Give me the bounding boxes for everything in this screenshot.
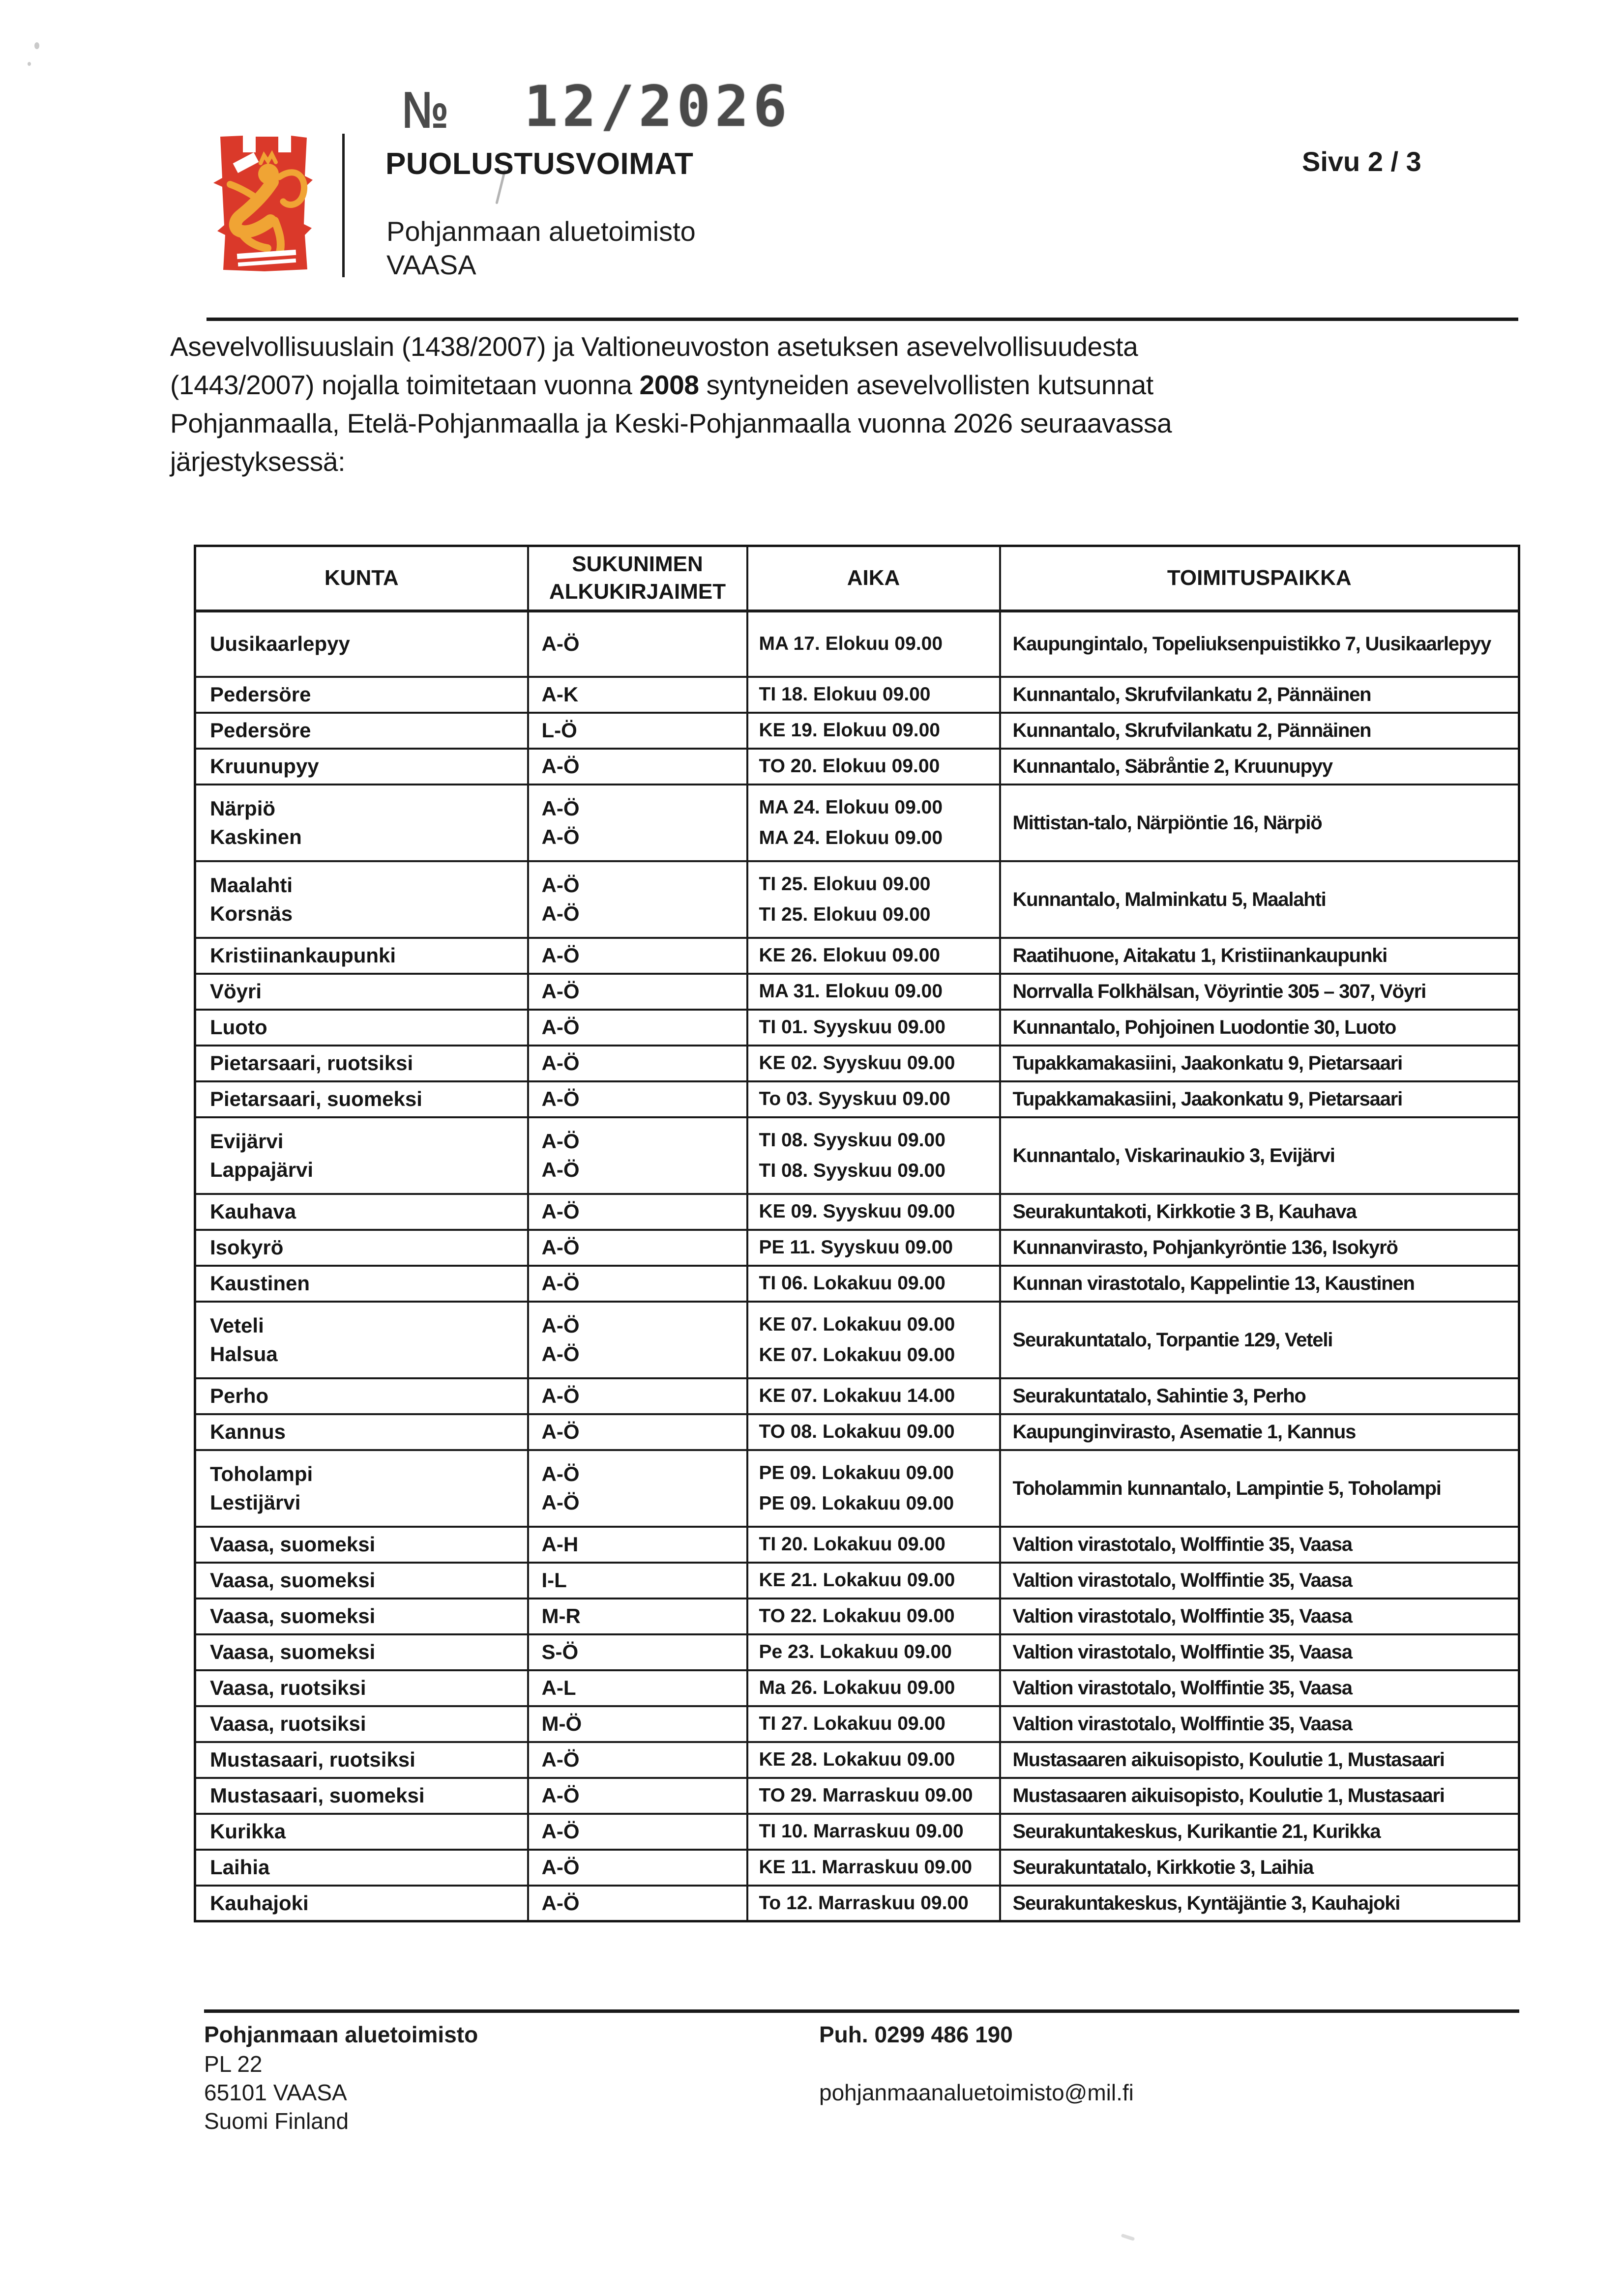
cell-initials: A-Ö [528, 974, 747, 1010]
cell-kunta: Isokyrö [195, 1230, 528, 1266]
cell-toimituspaikka: Raatihuone, Aitakatu 1, Kristiinankaupunki [1000, 938, 1519, 974]
cell-kunta: Vöyri [195, 974, 528, 1010]
header-line: KUNTA [324, 566, 399, 590]
cell-kunta: Vaasa, suomeksi [195, 1598, 528, 1634]
cell-toimituspaikka: Seurakuntakoti, Kirkkotie 3 B, Kauhava [1000, 1194, 1519, 1230]
cell-kunta-stack [210, 1120, 527, 1192]
table-row [195, 1450, 1519, 1527]
cell-line: Halsua [210, 1342, 278, 1366]
cell-initials: A-H [528, 1527, 747, 1563]
cell-toimituspaikka: Mustasaaren aikuisopisto, Koulutie 1, Mustasaari [1000, 1742, 1519, 1778]
logo-lion-head [258, 164, 279, 184]
cell-kunta: Vaasa, suomeksi [195, 1527, 528, 1563]
cell-toimituspaikka: Kunnantalo, Skrufvilankatu 2, Pännäinen [1000, 677, 1519, 713]
cell-line: PE 09. Lokakuu 09.00 [759, 1492, 954, 1514]
table-header-row [195, 546, 1519, 611]
cell-line: PE 09. Lokakuu 09.00 [759, 1462, 954, 1483]
table-row [195, 1706, 1519, 1742]
cell-initials: S-Ö [528, 1634, 747, 1670]
cell-aika: TO 29. Marraskuu 09.00 [747, 1778, 1000, 1814]
cell-aika: To 12. Marraskuu 09.00 [747, 1886, 1000, 1921]
table-row [195, 677, 1519, 713]
table-row [195, 1194, 1519, 1230]
cell-initials: A-Ö [528, 1230, 747, 1266]
cell-initials [528, 861, 747, 938]
scan-artifact [28, 62, 31, 66]
cell-toimituspaikka: Kunnantalo, Viskarinaukio 3, Evijärvi [1000, 1117, 1519, 1194]
header-cell [195, 546, 528, 611]
cell-aika: KE 07. Lokakuu 14.00 [747, 1378, 1000, 1414]
table-row [195, 1670, 1519, 1706]
header-cell [1000, 546, 1519, 611]
cell-kunta: Kannus [195, 1414, 528, 1450]
cell-aika: KE 19. Elokuu 09.00 [747, 713, 1000, 749]
footer-po-box: PL 22 [204, 2051, 263, 2077]
cell-initials-stack [542, 1120, 746, 1192]
document-number: 12/2026 [524, 74, 792, 139]
cell-kunta: Kruunupyy [195, 749, 528, 785]
cell-kunta [195, 1302, 528, 1378]
table-row [195, 1778, 1519, 1814]
cell-kunta: Pietarsaari, ruotsiksi [195, 1046, 528, 1081]
footer-email: pohjanmaanaluetoimisto@mil.fi [819, 2080, 1134, 2105]
cell-aika: PE 11. Syyskuu 09.00 [747, 1230, 1000, 1266]
cell-line: MA 24. Elokuu 09.00 [759, 796, 943, 818]
cell-line: A-Ö [541, 825, 580, 848]
cell-kunta: Laihia [195, 1850, 528, 1886]
cell-aika: KE 09. Syyskuu 09.00 [747, 1194, 1000, 1230]
cell-line: A-Ö [541, 1342, 580, 1366]
cell-initials: A-Ö [528, 1778, 747, 1814]
cell-kunta: Kaustinen [195, 1266, 528, 1302]
intro-line2-pre: (1443/2007) nojalla toimitetaan vuonna [170, 370, 640, 400]
cell-aika: KE 28. Lokakuu 09.00 [747, 1742, 1000, 1778]
cell-line: Veteli [210, 1313, 264, 1337]
cell-line: A-Ö [541, 1158, 580, 1181]
cell-line: Toholampi [210, 1462, 313, 1485]
schedule-table-wrap [194, 545, 1520, 1922]
cell-line: MA 24. Elokuu 09.00 [759, 827, 943, 848]
cell-kunta [195, 861, 528, 938]
cell-initials: A-Ö [528, 1814, 747, 1850]
table-row [195, 1378, 1519, 1414]
table-row [195, 1302, 1519, 1378]
table-row [195, 1046, 1519, 1081]
cell-toimituspaikka: Norrvalla Folkhälsan, Vöyrintie 305 – 307, Vöyri [1000, 974, 1519, 1010]
header-rule [207, 318, 1518, 321]
cell-initials: A-Ö [528, 1046, 747, 1081]
cell-initials: A-Ö [528, 1010, 747, 1046]
table-row [195, 1414, 1519, 1450]
cell-toimituspaikka: Kaupunginvirasto, Asematie 1, Kannus [1000, 1414, 1519, 1450]
cell-initials-stack [542, 1453, 746, 1524]
footer-office-name: Pohjanmaan aluetoimisto [204, 2022, 478, 2047]
cell-aika: Pe 23. Lokakuu 09.00 [747, 1634, 1000, 1670]
cell-toimituspaikka: Kunnantalo, Malminkatu 5, Maalahti [1000, 861, 1519, 938]
cell-initials: I-L [528, 1563, 747, 1598]
cell-toimituspaikka: Kunnantalo, Pohjoinen Luodontie 30, Luoto [1000, 1010, 1519, 1046]
cell-aika: TI 01. Syyskuu 09.00 [747, 1010, 1000, 1046]
office-city: VAASA [386, 249, 476, 280]
cell-line: A-Ö [541, 1462, 580, 1485]
intro-paragraph [170, 327, 1172, 481]
cell-line: KE 07. Lokakuu 09.00 [759, 1344, 955, 1366]
table-row [195, 749, 1519, 785]
cell-kunta: Vaasa, ruotsiksi [195, 1670, 528, 1706]
intro-line-3: Pohjanmaalla, Etelä-Pohjanmaalla ja Keski-Pohjanmaalla vuonna 2026 seuraavassa [170, 408, 1172, 438]
cell-kunta: Vaasa, ruotsiksi [195, 1706, 528, 1742]
table-row [195, 1742, 1519, 1778]
cell-toimituspaikka: Kunnan virastotalo, Kappelintie 13, Kaustinen [1000, 1266, 1519, 1302]
cell-kunta: Pedersöre [195, 713, 528, 749]
scan-artifact [1121, 2234, 1135, 2241]
cell-initials: A-Ö [528, 1378, 747, 1414]
cell-toimituspaikka: Valtion virastotalo, Wolffintie 35, Vaasa [1000, 1706, 1519, 1742]
cell-aika: TO 22. Lokakuu 09.00 [747, 1598, 1000, 1634]
cell-line: A-Ö [541, 1313, 580, 1337]
intro-line-4: järjestyksessä: [170, 446, 346, 477]
cell-aika: TI 18. Elokuu 09.00 [747, 677, 1000, 713]
table-row [195, 1634, 1519, 1670]
cell-initials: A-Ö [528, 938, 747, 974]
footer-postal-city: 65101 VAASA [204, 2080, 347, 2105]
cell-kunta: Mustasaari, ruotsiksi [195, 1742, 528, 1778]
cell-aika: To 03. Syyskuu 09.00 [747, 1081, 1000, 1117]
cell-toimituspaikka: Toholammin kunnantalo, Lampintie 5, Toholampi [1000, 1450, 1519, 1527]
cell-kunta: Vaasa, suomeksi [195, 1634, 528, 1670]
cell-initials: A-Ö [528, 1414, 747, 1450]
table-row [195, 1527, 1519, 1563]
cell-toimituspaikka: Tupakkamakasiini, Jaakonkatu 9, Pietarsaari [1000, 1081, 1519, 1117]
cell-aika: TI 10. Marraskuu 09.00 [747, 1814, 1000, 1850]
table-row [195, 1598, 1519, 1634]
header-cell [528, 546, 747, 611]
cell-toimituspaikka: Kunnantalo, Skrufvilankatu 2, Pännäinen [1000, 713, 1519, 749]
cell-initials: M-Ö [528, 1706, 747, 1742]
cell-line: Närpiö [210, 796, 276, 820]
header-divider-line [342, 134, 345, 277]
table-row [195, 861, 1519, 938]
cell-line: TI 08. Syyskuu 09.00 [759, 1160, 945, 1181]
organization-name: PUOLUSTUSVOIMAT [385, 147, 694, 181]
cell-aika-stack [759, 1453, 999, 1524]
cell-toimituspaikka: Seurakuntatalo, Torpantie 129, Veteli [1000, 1302, 1519, 1378]
cell-aika [747, 1450, 1000, 1527]
cell-aika-stack [759, 864, 999, 935]
cell-line: TI 25. Elokuu 09.00 [759, 873, 931, 895]
cell-toimituspaikka: Seurakuntatalo, Kirkkotie 3, Laihia [1000, 1850, 1519, 1886]
cell-kunta [195, 1450, 528, 1527]
cell-initials: M-R [528, 1598, 747, 1634]
cell-initials: A-Ö [528, 611, 747, 677]
cell-toimituspaikka: Valtion virastotalo, Wolffintie 35, Vaasa [1000, 1670, 1519, 1706]
cell-initials-stack [542, 864, 746, 935]
table-row [195, 1886, 1519, 1921]
cell-toimituspaikka: Mittistan-talo, Närpiöntie 16, Närpiö [1000, 785, 1519, 861]
cell-kunta: Vaasa, suomeksi [195, 1563, 528, 1598]
cell-line: Korsnäs [210, 901, 293, 925]
cell-kunta: Perho [195, 1378, 528, 1414]
cell-toimituspaikka: Seurakuntakeskus, Kyntäjäntie 3, Kauhajoki [1000, 1886, 1519, 1921]
cell-initials: A-Ö [528, 749, 747, 785]
cell-initials: A-Ö [528, 1742, 747, 1778]
cell-initials [528, 1117, 747, 1194]
cell-aika: TI 06. Lokakuu 09.00 [747, 1266, 1000, 1302]
table-row [195, 1230, 1519, 1266]
cell-kunta: Mustasaari, suomeksi [195, 1778, 528, 1814]
cell-aika: Ma 26. Lokakuu 09.00 [747, 1670, 1000, 1706]
cell-line: Maalahti [210, 873, 293, 897]
cell-initials: A-L [528, 1670, 747, 1706]
header-line: SUKUNIMEN [572, 552, 703, 576]
footer-phone: Puh. 0299 486 190 [819, 2022, 1013, 2047]
table-row [195, 1266, 1519, 1302]
table-row [195, 938, 1519, 974]
cell-kunta: Uusikaarlepyy [195, 611, 528, 677]
cell-kunta: Luoto [195, 1010, 528, 1046]
numero-sign: № [402, 81, 450, 139]
footer-country: Suomi Finland [204, 2108, 349, 2134]
cell-line: KE 07. Lokakuu 09.00 [759, 1313, 955, 1335]
table-row [195, 1563, 1519, 1598]
cell-toimituspaikka: Kunnantalo, Säbråntie 2, Kruunupyy [1000, 749, 1519, 785]
footer-rule [204, 2009, 1519, 2013]
cell-toimituspaikka: Kunnanvirasto, Pohjankyröntie 136, Isokyrö [1000, 1230, 1519, 1266]
cell-initials: A-Ö [528, 1850, 747, 1886]
cell-kunta-stack [210, 1304, 527, 1376]
cell-initials: A-K [528, 677, 747, 713]
table-row [195, 1850, 1519, 1886]
table-row [195, 1814, 1519, 1850]
cell-aika: MA 17. Elokuu 09.00 [747, 611, 1000, 677]
cell-aika-stack [759, 787, 999, 859]
cell-aika-stack [759, 1120, 999, 1192]
cell-initials [528, 1450, 747, 1527]
cell-kunta: Kauhajoki [195, 1886, 528, 1921]
cell-initials-stack [542, 787, 746, 859]
cell-kunta-stack [210, 787, 527, 859]
office-name: Pohjanmaan aluetoimisto [386, 216, 696, 247]
intro-line2-post: syntyneiden asevelvollisten kutsunnat [699, 370, 1153, 400]
cell-kunta [195, 1117, 528, 1194]
header-line: TOIMITUSPAIKKA [1167, 566, 1352, 590]
cell-initials: A-Ö [528, 1886, 747, 1921]
table-row [195, 785, 1519, 861]
cell-toimituspaikka: Kaupungintalo, Topeliuksenpuistikko 7, Uusikaarlepyy [1000, 611, 1519, 677]
cell-aika: TI 27. Lokakuu 09.00 [747, 1706, 1000, 1742]
intro-line-1: Asevelvollisuuslain (1438/2007) ja Valtioneuvoston asetuksen asevelvollisuudesta [170, 331, 1138, 362]
cell-toimituspaikka: Seurakuntatalo, Sahintie 3, Perho [1000, 1378, 1519, 1414]
cell-line: Kaskinen [210, 825, 302, 848]
table-row [195, 1010, 1519, 1046]
cell-line: A-Ö [541, 1129, 580, 1153]
page-indicator: Sivu 2 / 3 [1302, 146, 1421, 177]
cell-line: Evijärvi [210, 1129, 284, 1153]
cell-initials: A-Ö [528, 1081, 747, 1117]
cell-kunta-stack [210, 1453, 527, 1524]
cell-aika-stack [759, 1304, 999, 1376]
cell-aika [747, 861, 1000, 938]
cell-aika: KE 02. Syyskuu 09.00 [747, 1046, 1000, 1081]
cell-line: TI 08. Syyskuu 09.00 [759, 1129, 945, 1151]
cell-kunta: Kauhava [195, 1194, 528, 1230]
cell-toimituspaikka: Valtion virastotalo, Wolffintie 35, Vaasa [1000, 1634, 1519, 1670]
cell-toimituspaikka: Mustasaaren aikuisopisto, Koulutie 1, Mustasaari [1000, 1778, 1519, 1814]
cell-kunta [195, 785, 528, 861]
table-row [195, 713, 1519, 749]
table-row [195, 1081, 1519, 1117]
cell-aika: TO 08. Lokakuu 09.00 [747, 1414, 1000, 1450]
header-line: ALKUKIRJAIMET [549, 580, 726, 604]
cell-aika: TI 20. Lokakuu 09.00 [747, 1527, 1000, 1563]
cell-toimituspaikka: Valtion virastotalo, Wolffintie 35, Vaasa [1000, 1527, 1519, 1563]
cell-aika [747, 1302, 1000, 1378]
header-cell [747, 546, 1000, 611]
scan-artifact [34, 42, 39, 49]
cell-initials: A-Ö [528, 1266, 747, 1302]
cell-aika: TO 20. Elokuu 09.00 [747, 749, 1000, 785]
cell-aika: MA 31. Elokuu 09.00 [747, 974, 1000, 1010]
cell-aika: KE 21. Lokakuu 09.00 [747, 1563, 1000, 1598]
cell-toimituspaikka: Valtion virastotalo, Wolffintie 35, Vaasa [1000, 1598, 1519, 1634]
cell-aika [747, 1117, 1000, 1194]
cell-kunta: Pedersöre [195, 677, 528, 713]
cell-line: A-Ö [541, 796, 580, 820]
cell-line: A-Ö [541, 873, 580, 897]
cell-kunta: Kristiinankaupunki [195, 938, 528, 974]
cell-line: A-Ö [541, 1490, 580, 1514]
cell-toimituspaikka: Valtion virastotalo, Wolffintie 35, Vaasa [1000, 1563, 1519, 1598]
cell-initials-stack [542, 1304, 746, 1376]
cell-line: A-Ö [541, 901, 580, 925]
cell-aika: KE 11. Marraskuu 09.00 [747, 1850, 1000, 1886]
cell-line: Lestijärvi [210, 1490, 301, 1514]
table-row [195, 974, 1519, 1010]
cell-aika [747, 785, 1000, 861]
cell-initials [528, 1302, 747, 1378]
cell-aika: KE 26. Elokuu 09.00 [747, 938, 1000, 974]
table-row [195, 1117, 1519, 1194]
cell-kunta: Pietarsaari, suomeksi [195, 1081, 528, 1117]
cell-toimituspaikka: Tupakkamakasiini, Jaakonkatu 9, Pietarsaari [1000, 1046, 1519, 1081]
cell-kunta-stack [210, 864, 527, 935]
cell-initials [528, 785, 747, 861]
intro-line-2 [170, 366, 1172, 404]
cell-line: Lappajärvi [210, 1158, 314, 1181]
cell-initials: L-Ö [528, 713, 747, 749]
cell-kunta: Kurikka [195, 1814, 528, 1850]
cell-toimituspaikka: Seurakuntakeskus, Kurikantie 21, Kurikka [1000, 1814, 1519, 1850]
table-row [195, 611, 1519, 677]
header-line: AIKA [847, 566, 900, 590]
intro-birth-year: 2008 [639, 370, 699, 400]
schedule-table [194, 545, 1520, 1922]
cell-initials: A-Ö [528, 1194, 747, 1230]
defense-forces-logo [206, 132, 318, 278]
cell-line: TI 25. Elokuu 09.00 [759, 903, 931, 925]
